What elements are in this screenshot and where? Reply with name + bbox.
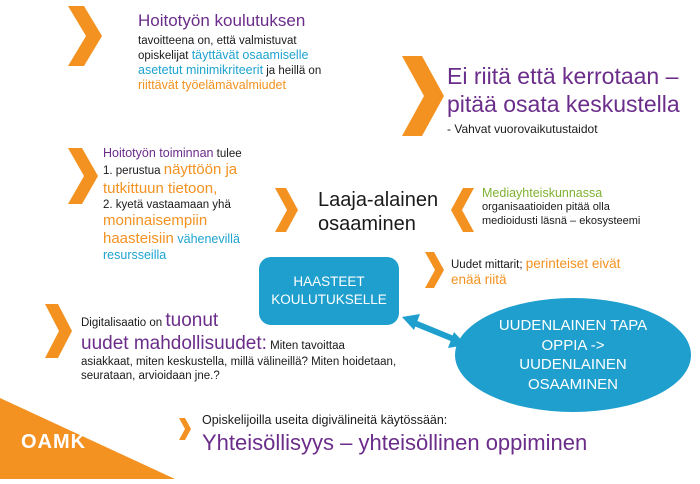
block1-title: Hoitotyön koulutuksen bbox=[138, 11, 306, 30]
block3-line3: tutkittuun tietoon, bbox=[103, 179, 218, 197]
digital-line3: asiakkaat, miten keskustella, millä välineillä? Miten hoidetaan, bbox=[81, 356, 397, 369]
block3-line4: 2. kyetä vastaamaan yhä bbox=[103, 198, 231, 211]
block3-line7: resursseilla bbox=[103, 248, 167, 263]
challenges-line2: KOULUTUKSELLE bbox=[271, 292, 387, 307]
chevron-right-icon bbox=[178, 418, 192, 440]
media-line3: medioidusti läsnä – ekosysteemi bbox=[482, 214, 641, 227]
metrics-line2: enää riitä bbox=[451, 272, 507, 288]
media-title: Mediayhteiskunnassa bbox=[482, 186, 603, 200]
block3-line2: 1. perustua näyttöön ja bbox=[103, 161, 238, 179]
block1-line4: asetetut minimikriteerit ja heillä on bbox=[138, 63, 322, 77]
block2-sub: - Vahvat vuorovaikutustaidot bbox=[447, 122, 598, 137]
challenges-line1: HAASTEET bbox=[293, 273, 365, 289]
digital-line1: Digitalisaatio on tuonut bbox=[81, 310, 219, 331]
media-line2: organisaatioiden pitää olla bbox=[482, 201, 610, 214]
block3-line1: Hoitotyön toiminnan tulee bbox=[103, 146, 242, 160]
center-line1: Laaja-alainen bbox=[318, 189, 439, 211]
block2-line2: pitää osata keskustella bbox=[447, 91, 680, 118]
oamk-logo bbox=[21, 431, 86, 454]
bottom-line1: Opiskelijoilla useita digivälineitä käytössään: bbox=[202, 413, 448, 427]
block2-line1: Ei riitä että kerrotaan – bbox=[447, 63, 679, 89]
logo-text: OAMK bbox=[21, 431, 87, 453]
block3-line6: haasteisiin vähenevillä bbox=[103, 230, 240, 248]
digital-line4: seurataan, arvioidaan jne.? bbox=[81, 370, 220, 383]
metrics-line1: Uudet mittarit; perinteiset eivät bbox=[451, 256, 621, 271]
bottom-line2: Yhteisöllisyys – yhteisöllinen oppiminen bbox=[202, 430, 588, 456]
block-bottom bbox=[202, 413, 587, 457]
block1-line2: tavoitteena on, että valmistuvat bbox=[138, 34, 297, 47]
center-line2: osaaminen bbox=[318, 213, 416, 236]
new-line1: UUDENLAINEN TAPA bbox=[498, 317, 648, 334]
digital-line2: uudet mahdollisuudet: Miten tavoittaa bbox=[81, 333, 345, 355]
new-line4: OSAAMINEN bbox=[527, 375, 618, 393]
block3-line5: moninaisempiin bbox=[103, 211, 208, 229]
new-line2: OPPIA -> bbox=[541, 336, 605, 354]
block1-line3: opiskelijat täyttävät osaamiselle bbox=[138, 47, 309, 62]
new-line3: UUDENLAINEN bbox=[519, 356, 627, 373]
block1-line5: riittävät työelämävalmiudet bbox=[138, 78, 286, 93]
